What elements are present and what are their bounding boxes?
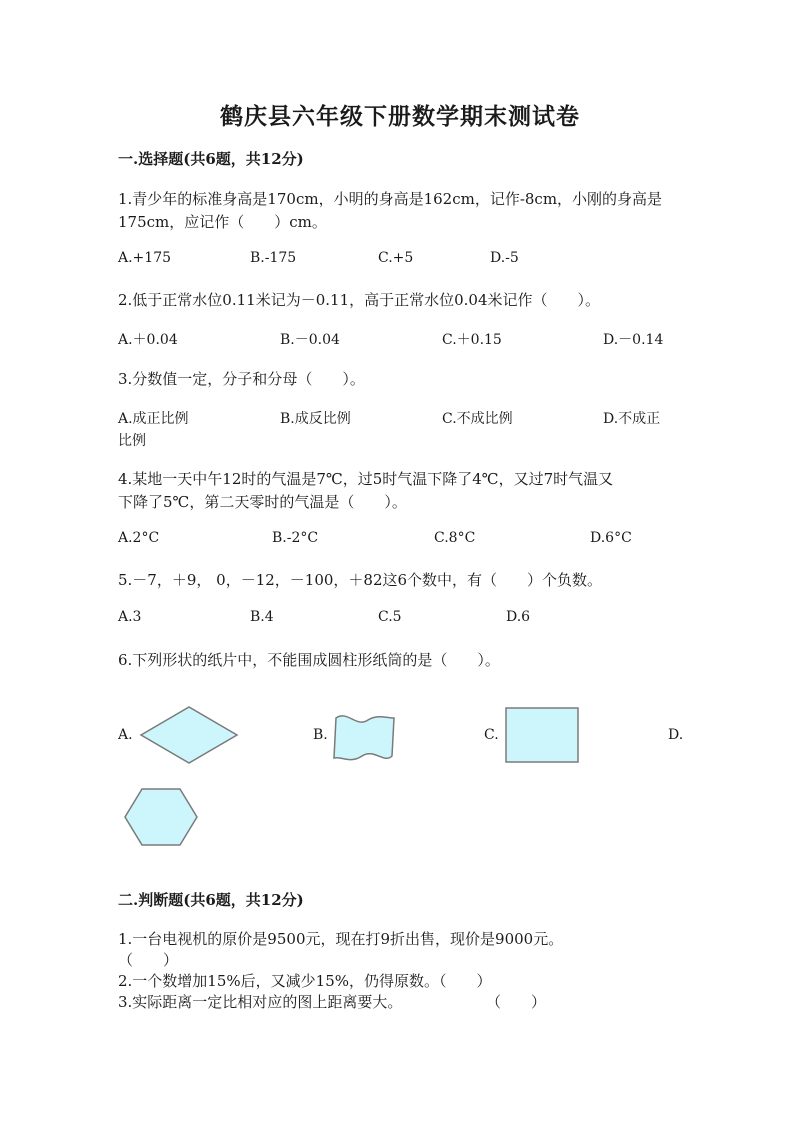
q1-option-d[interactable]: D.-5 bbox=[490, 250, 519, 266]
q3-option-b[interactable]: B.成反比例 bbox=[280, 411, 351, 427]
q3-option-d-wrap: 比例 bbox=[118, 433, 146, 449]
rhombus-shape bbox=[138, 704, 240, 766]
q5-text: 5.－7，＋9， 0，－12，－100，＋82这6个数中，有（ ）个负数。 bbox=[118, 571, 603, 589]
q5-option-c[interactable]: C.5 bbox=[378, 609, 402, 625]
q3-option-a[interactable]: A.成正比例 bbox=[118, 411, 189, 427]
q6-option-a[interactable]: A. bbox=[118, 727, 133, 743]
q5-option-b[interactable]: B.4 bbox=[250, 609, 274, 625]
judge-q3-blank[interactable]: （ ） bbox=[486, 993, 547, 1011]
q6-option-d[interactable]: D. bbox=[668, 727, 684, 743]
hexagon-shape bbox=[122, 786, 200, 848]
q3-option-c[interactable]: C.不成比例 bbox=[442, 411, 513, 427]
q1-text-line2: 175cm，应记作（ ）cm。 bbox=[118, 213, 327, 231]
q1-option-b[interactable]: B.-175 bbox=[250, 250, 297, 266]
q4-option-b[interactable]: B.-2°C bbox=[272, 530, 319, 546]
q5-option-d[interactable]: D.6 bbox=[506, 609, 531, 625]
q2-text: 2.低于正常水位0.11米记为－0.11，高于正常水位0.04米记作（ ）。 bbox=[118, 291, 601, 309]
q2-option-c[interactable]: C.＋0.15 bbox=[442, 332, 502, 348]
q6-option-b[interactable]: B. bbox=[313, 727, 328, 743]
q3-option-d[interactable]: D.不成正 bbox=[603, 411, 661, 427]
page-title: 鹤庆县六年级下册数学期末测试卷 bbox=[220, 103, 580, 130]
q5-option-a[interactable]: A.3 bbox=[118, 609, 142, 625]
section-heading-judgement: 二.判断题(共6题，共12分) bbox=[118, 891, 304, 909]
rectangle-shape bbox=[504, 706, 580, 764]
q2-option-b[interactable]: B.－0.04 bbox=[280, 332, 340, 348]
q6-text: 6.下列形状的纸片中，不能围成圆柱形纸筒的是（ ）。 bbox=[118, 651, 500, 669]
judge-q2-text: 2.一个数增加15%后，又减少15%，仍得原数。（ ） bbox=[118, 972, 492, 990]
q1-option-c[interactable]: C.+5 bbox=[378, 250, 414, 266]
q2-option-a[interactable]: A.＋0.04 bbox=[118, 332, 178, 348]
q6-option-c[interactable]: C. bbox=[484, 727, 499, 743]
section-heading-choice: 一.选择题(共6题，共12分) bbox=[118, 150, 304, 168]
wavy-rectangle-shape bbox=[330, 712, 398, 762]
q4-text-line2: 下降了5℃，第二天零时的气温是（ ）。 bbox=[118, 493, 407, 511]
q2-option-d[interactable]: D.－0.14 bbox=[603, 332, 664, 348]
q1-text-line1: 1.青少年的标准身高是170cm，小明的身高是162cm，记作-8cm，小刚的身高是 bbox=[118, 190, 663, 208]
q1-option-a[interactable]: A.+175 bbox=[118, 250, 172, 266]
judge-q3-text: 3.实际距离一定比相对应的图上距离要大。 bbox=[118, 993, 403, 1011]
judge-q1-blank[interactable]: （ ） bbox=[118, 951, 179, 969]
q3-text: 3.分数值一定，分子和分母（ ）。 bbox=[118, 370, 365, 388]
q4-option-a[interactable]: A.2°C bbox=[118, 530, 160, 546]
q4-option-c[interactable]: C.8°C bbox=[434, 530, 476, 546]
q4-text-line1: 4.某地一天中午12时的气温是7℃，过5时气温下降了4℃，又过7时气温又 bbox=[118, 470, 614, 488]
judge-q1-line1: 1.一台电视机的原价是9500元，现在打9折出售，现价是9000元。 bbox=[118, 930, 564, 948]
q4-option-d[interactable]: D.6°C bbox=[590, 530, 632, 546]
